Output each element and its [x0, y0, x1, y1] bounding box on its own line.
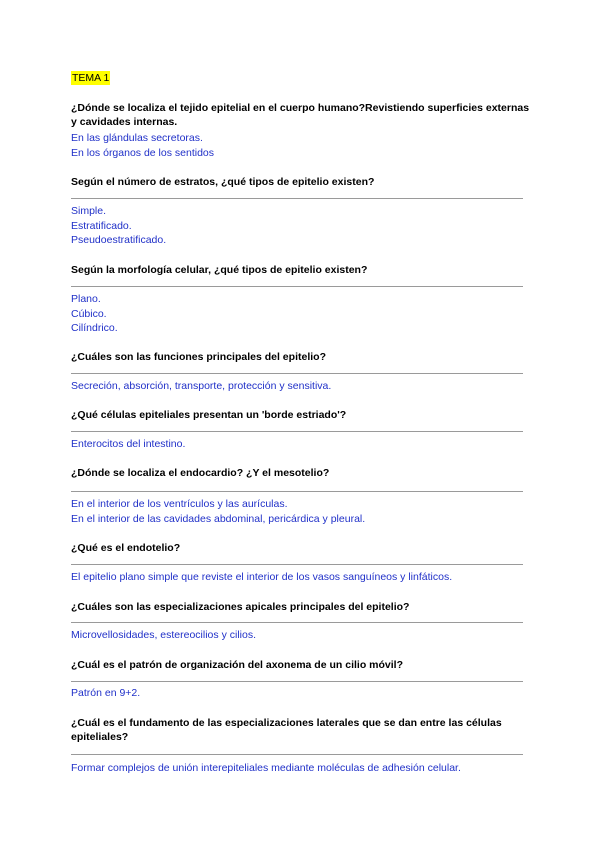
answer-line: Cilíndrico. — [71, 322, 118, 334]
question-9: ¿Cuál es el patrón de organización del axonema de un cilio móvil? — [71, 659, 403, 671]
answer-line: Formar complejos de unión interepiteliales mediante moléculas de adhesión celular. — [71, 762, 461, 774]
answer-block-1 — [71, 131, 214, 160]
answer-block-3 — [71, 292, 118, 336]
answer-block-10 — [71, 761, 461, 776]
question-6: ¿Dónde se localiza el endocardio? ¿Y el mesotelio? — [71, 467, 330, 479]
divider — [71, 564, 523, 565]
question-2: Según el número de estratos, ¿qué tipos de epitelio existen? — [71, 176, 375, 188]
answer-block-8 — [71, 628, 256, 643]
answer-line: En el interior de las cavidades abdominal, pericárdica y pleural. — [71, 512, 366, 525]
answer-line: Patrón en 9+2. — [71, 687, 141, 699]
answer-line: Simple. — [71, 205, 107, 217]
answer-line: Secreción, absorción, transporte, protección y sensitiva. — [71, 380, 332, 392]
answer-block-9 — [71, 686, 140, 701]
question-5: ¿Qué células epiteliales presentan un 'borde estriado'? — [71, 409, 347, 421]
answer-line: En las glándulas secretoras. — [71, 132, 203, 144]
answer-line: Cúbico. — [71, 307, 107, 320]
question-7: ¿Qué es el endotelio? — [71, 542, 181, 554]
answer-line: Microvellosidades, estereocilios y cilios. — [71, 629, 256, 641]
question-10: ¿Cuál es el fundamento de las especializaciones laterales que se dan entre las células epiteliales? — [71, 717, 502, 743]
divider — [71, 286, 523, 287]
question-1: ¿Dónde se localiza el tejido epitelial en el cuerpo humano?Revistiendo superficies externas y cavidades internas. — [71, 102, 530, 128]
answer-block-2 — [71, 204, 166, 248]
answer-block-7 — [71, 570, 452, 585]
answer-line: Estratificado. — [71, 219, 132, 232]
divider — [71, 622, 523, 623]
divider — [71, 431, 523, 432]
answer-block-5 — [71, 437, 185, 452]
question-8: ¿Cuáles son las especializaciones apicales principales del epitelio? — [71, 601, 410, 613]
divider — [71, 198, 523, 199]
divider — [71, 491, 523, 492]
answer-line: Pseudoestratificado. — [71, 234, 167, 246]
answer-line: Plano. — [71, 293, 101, 305]
answer-line: El epitelio plano simple que reviste el interior de los vasos sanguíneos y linfáticos. — [71, 571, 453, 583]
answer-block-4 — [71, 379, 331, 394]
answer-line: Enterocitos del intestino. — [71, 438, 186, 450]
answer-block-6 — [71, 497, 365, 526]
question-3: Según la morfología celular, ¿qué tipos de epitelio existen? — [71, 264, 368, 276]
answer-line: En los órganos de los sentidos — [71, 146, 215, 159]
section-title: TEMA 1 — [72, 72, 110, 84]
divider — [71, 373, 523, 374]
answer-line: En el interior de los ventrículos y las aurículas. — [71, 498, 288, 510]
divider — [71, 754, 523, 755]
divider — [71, 681, 523, 682]
question-4: ¿Cuáles son las funciones principales del epitelio? — [71, 351, 326, 363]
